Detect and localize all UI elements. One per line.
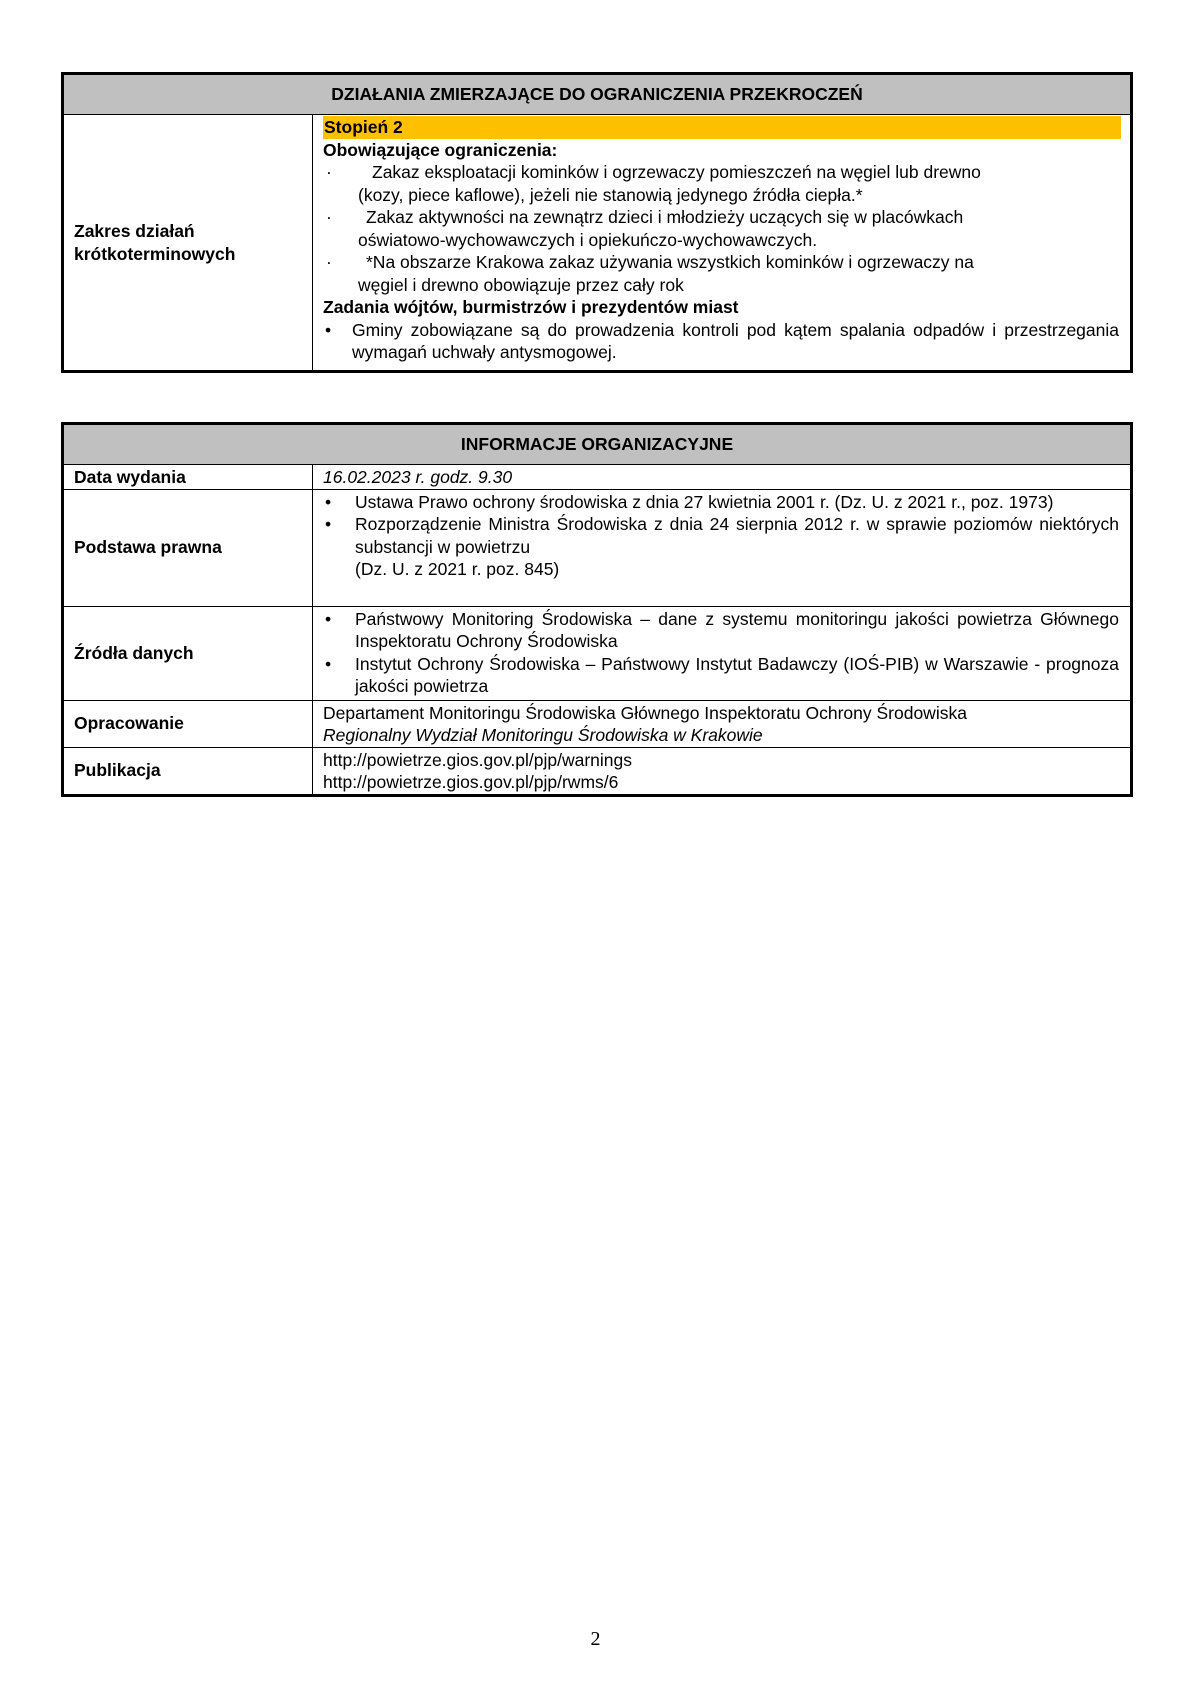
prepared-by-division: Regionalny Wydział Monitoringu Środowiska w Krakowie: [323, 725, 763, 745]
restriction-item: [323, 206, 1119, 251]
legal-text: Rozporządzenie Ministra Środowiska z dnia 24 sierpnia 2012 r. w sprawie poziomów niektórych substancji w powietrzu: [355, 514, 1119, 557]
source-text: Państwowy Monitoring Środowiska – dane z systemu monitoringu jakości powietrza Głównego Inspektoratu Ochrony Środowiska: [355, 608, 1119, 651]
restriction-line: Zakaz eksploatacji kominków i ogrzewaczy pomieszczeń na węgiel lub drewno: [372, 162, 981, 182]
bullet-icon: •: [325, 514, 332, 534]
source-item: [323, 608, 1119, 653]
short-term-actions-label-text: Zakres działań krótkoterminowych: [74, 221, 236, 264]
bullet-icon: •: [325, 491, 332, 512]
restriction-line: Zakaz aktywności na zewnątrz dzieci i młodzieży uczących się w placówkach: [366, 207, 964, 227]
data-sources-label: Źródła danych: [63, 606, 313, 700]
legal-item: [323, 513, 1119, 558]
publication-label: Publikacja: [63, 747, 313, 795]
restriction-item: [323, 161, 1119, 206]
prepared-by-department: Departament Monitoringu Środowiska Głównego Inspektoratu Ochrony Środowiska: [323, 702, 967, 723]
info-table-header: INFORMACJE ORGANIZACYJNE: [63, 424, 1132, 465]
task-text: Gminy zobowiązane są do prowadzenia kontroli pod kątem spalania odpadów i przestrzegania wymagań uchwały antysmogowej.: [352, 319, 1119, 362]
bullet-dot-icon: ·: [326, 162, 332, 182]
source-item: [323, 653, 1119, 698]
legal-text: Ustawa Prawo ochrony środowiska z dnia 27 kwietnia 2001 r. (Dz. U. z 2021 r., poz. 1973): [355, 491, 1054, 512]
legal-reference: (Dz. U. z 2021 r. poz. 845): [355, 559, 560, 579]
publication-content: [313, 747, 1132, 795]
legal-basis-content: [313, 489, 1132, 606]
bullet-dot-icon: ·: [326, 252, 332, 272]
issue-date-label: Data wydania: [63, 465, 313, 490]
prepared-by-content: [313, 700, 1132, 747]
bullet-icon: •: [325, 319, 332, 340]
restriction-line: *Na obszarze Krakowa zakaz używania wszystkich kominków i ogrzewaczy na: [366, 252, 974, 272]
restrictions-title: Obowiązujące ograniczenia:: [323, 139, 558, 160]
restriction-line: oświatowo-wychowawczych i opiekuńczo-wychowawczych.: [358, 229, 818, 250]
short-term-actions-label: [63, 115, 313, 372]
info-table: [61, 422, 1133, 797]
actions-table: [61, 72, 1133, 373]
data-sources-content: [313, 606, 1132, 700]
tasks-title: Zadania wójtów, burmistrzów i prezydentów miast: [323, 297, 739, 317]
bullet-dot-icon: ·: [326, 207, 332, 227]
actions-table-header: DZIAŁANIA ZMIERZAJĄCE DO OGRANICZENIA PRZEKROCZEŃ: [63, 74, 1132, 115]
page-number: 2: [590, 1628, 601, 1650]
short-term-actions-content: [313, 115, 1132, 372]
restriction-line: (kozy, piece kaflowe), jeżeli nie stanowią jedynego źródła ciepła.*: [358, 184, 863, 205]
issue-date-value: 16.02.2023 r. godz. 9.30: [313, 465, 1132, 490]
prepared-by-label: Opracowanie: [63, 700, 313, 747]
legal-basis-label: Podstawa prawna: [63, 489, 313, 606]
stage-badge: Stopień 2: [323, 116, 1121, 139]
publication-link[interactable]: http://powietrze.gios.gov.pl/pjp/warnings: [323, 749, 633, 770]
restriction-item: [323, 251, 1119, 296]
publication-link[interactable]: http://powietrze.gios.gov.pl/pjp/rwms/6: [323, 772, 619, 792]
task-item: [323, 319, 1119, 364]
bullet-icon: •: [325, 653, 332, 674]
bullet-icon: •: [325, 608, 332, 629]
legal-item: [323, 491, 1119, 514]
restriction-line: węgiel i drewno obowiązuje przez cały rok: [358, 274, 684, 295]
source-text: Instytut Ochrony Środowiska – Państwowy Instytut Badawczy (IOŚ-PIB) w Warszawie - prognoza jakości powietrza: [355, 653, 1119, 696]
